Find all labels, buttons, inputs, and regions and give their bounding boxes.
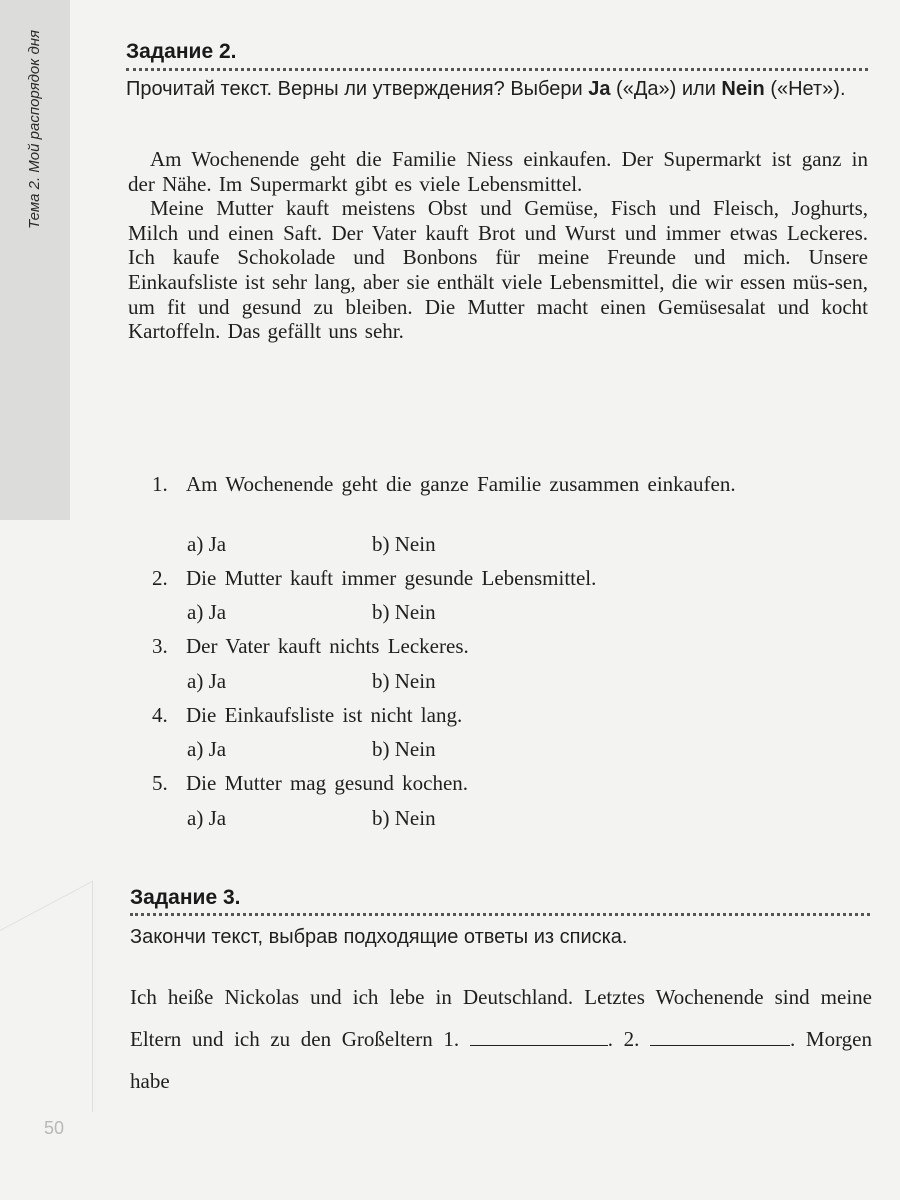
- task3-instruction: Закончи текст, выбрав подходящие ответы из списка.: [130, 926, 628, 948]
- question-text: Der Vater kauft nichts Leckeres.: [186, 634, 469, 658]
- question-number: 1.: [152, 472, 168, 496]
- question-text: Die Einkaufsliste ist nicht lang.: [186, 703, 463, 727]
- sidebar-topic: Тема 2. Мой распорядок дня: [26, 30, 43, 230]
- question-3-option-a[interactable]: a) Ja: [187, 669, 227, 693]
- question-4-option-a[interactable]: a) Ja: [187, 737, 227, 761]
- question-3: [152, 634, 872, 659]
- question-text: Am Wochenende geht die ganze Familie zusammen einkaufen.: [186, 472, 736, 496]
- task2-instruction: Прочитай текст. Верны ли утверждения? Выбери Ja («Да») или Nein («Нет»).: [126, 78, 846, 100]
- task2-title: Задание 2.: [126, 40, 237, 63]
- question-number: 4.: [152, 703, 168, 727]
- blank-2[interactable]: [650, 1029, 790, 1046]
- question-2-option-b[interactable]: b) Nein: [372, 600, 436, 624]
- question-4-option-b[interactable]: b) Nein: [372, 737, 436, 761]
- ja-keyword: Ja: [588, 78, 611, 100]
- question-1: [152, 472, 872, 497]
- question-4: [152, 703, 872, 728]
- task2-divider: [126, 68, 868, 71]
- task3-cloze-text: Ich heiße Nickolas und ich lebe in Deutschland. Letztes Wochenende sind meine Eltern und ich zu den Großeltern 1. . 2. . Morgen habe: [130, 985, 873, 1093]
- question-1-option-b[interactable]: b) Nein: [372, 532, 436, 556]
- question-number: 2.: [152, 566, 168, 590]
- question-number: 5.: [152, 771, 168, 795]
- task3-title: Задание 3.: [130, 886, 241, 909]
- question-5-option-b[interactable]: b) Nein: [372, 806, 436, 830]
- question-text: Die Mutter mag gesund kochen.: [186, 771, 469, 795]
- question-text: Die Mutter kauft immer gesunde Lebensmittel.: [186, 566, 597, 590]
- question-5: [152, 771, 872, 796]
- reading-paragraph-2: Meine Mutter kauft meistens Obst und Gemüse, Fisch und Fleisch, Joghurts, Milch und einen Saft. Der Vater kauft Brot und Wurst und immer etwas Leckeres. Ich kaufe Schokolade und Bonbons für meine Freunde und mich. Unsere Einkaufsliste ist sehr lang, aber sie enthält viele Lebensmittel, die wir essen müs-sen, um fit und gesund zu bleiben. Die Mutter macht einen Gemüsesalat und kocht Kartoffeln. Das gefällt uns sehr.: [128, 196, 868, 344]
- blank-1[interactable]: [470, 1029, 608, 1046]
- question-5-option-a[interactable]: a) Ja: [187, 806, 227, 830]
- task2-reading-text: [128, 147, 868, 344]
- nein-keyword: Nein: [721, 78, 765, 100]
- question-number: 3.: [152, 634, 168, 658]
- question-2-option-a[interactable]: a) Ja: [187, 600, 227, 624]
- question-1-option-a[interactable]: a) Ja: [187, 532, 227, 556]
- question-2: [152, 566, 872, 591]
- reading-paragraph-1: Am Wochenende geht die Familie Niess einkaufen. Der Supermarkt ist ganz in der Nähe. Im Supermarkt gibt es viele Lebensmittel.: [128, 147, 868, 196]
- task3-divider: [130, 913, 870, 916]
- question-3-option-b[interactable]: b) Nein: [372, 669, 436, 693]
- page-number: 50: [44, 1118, 65, 1138]
